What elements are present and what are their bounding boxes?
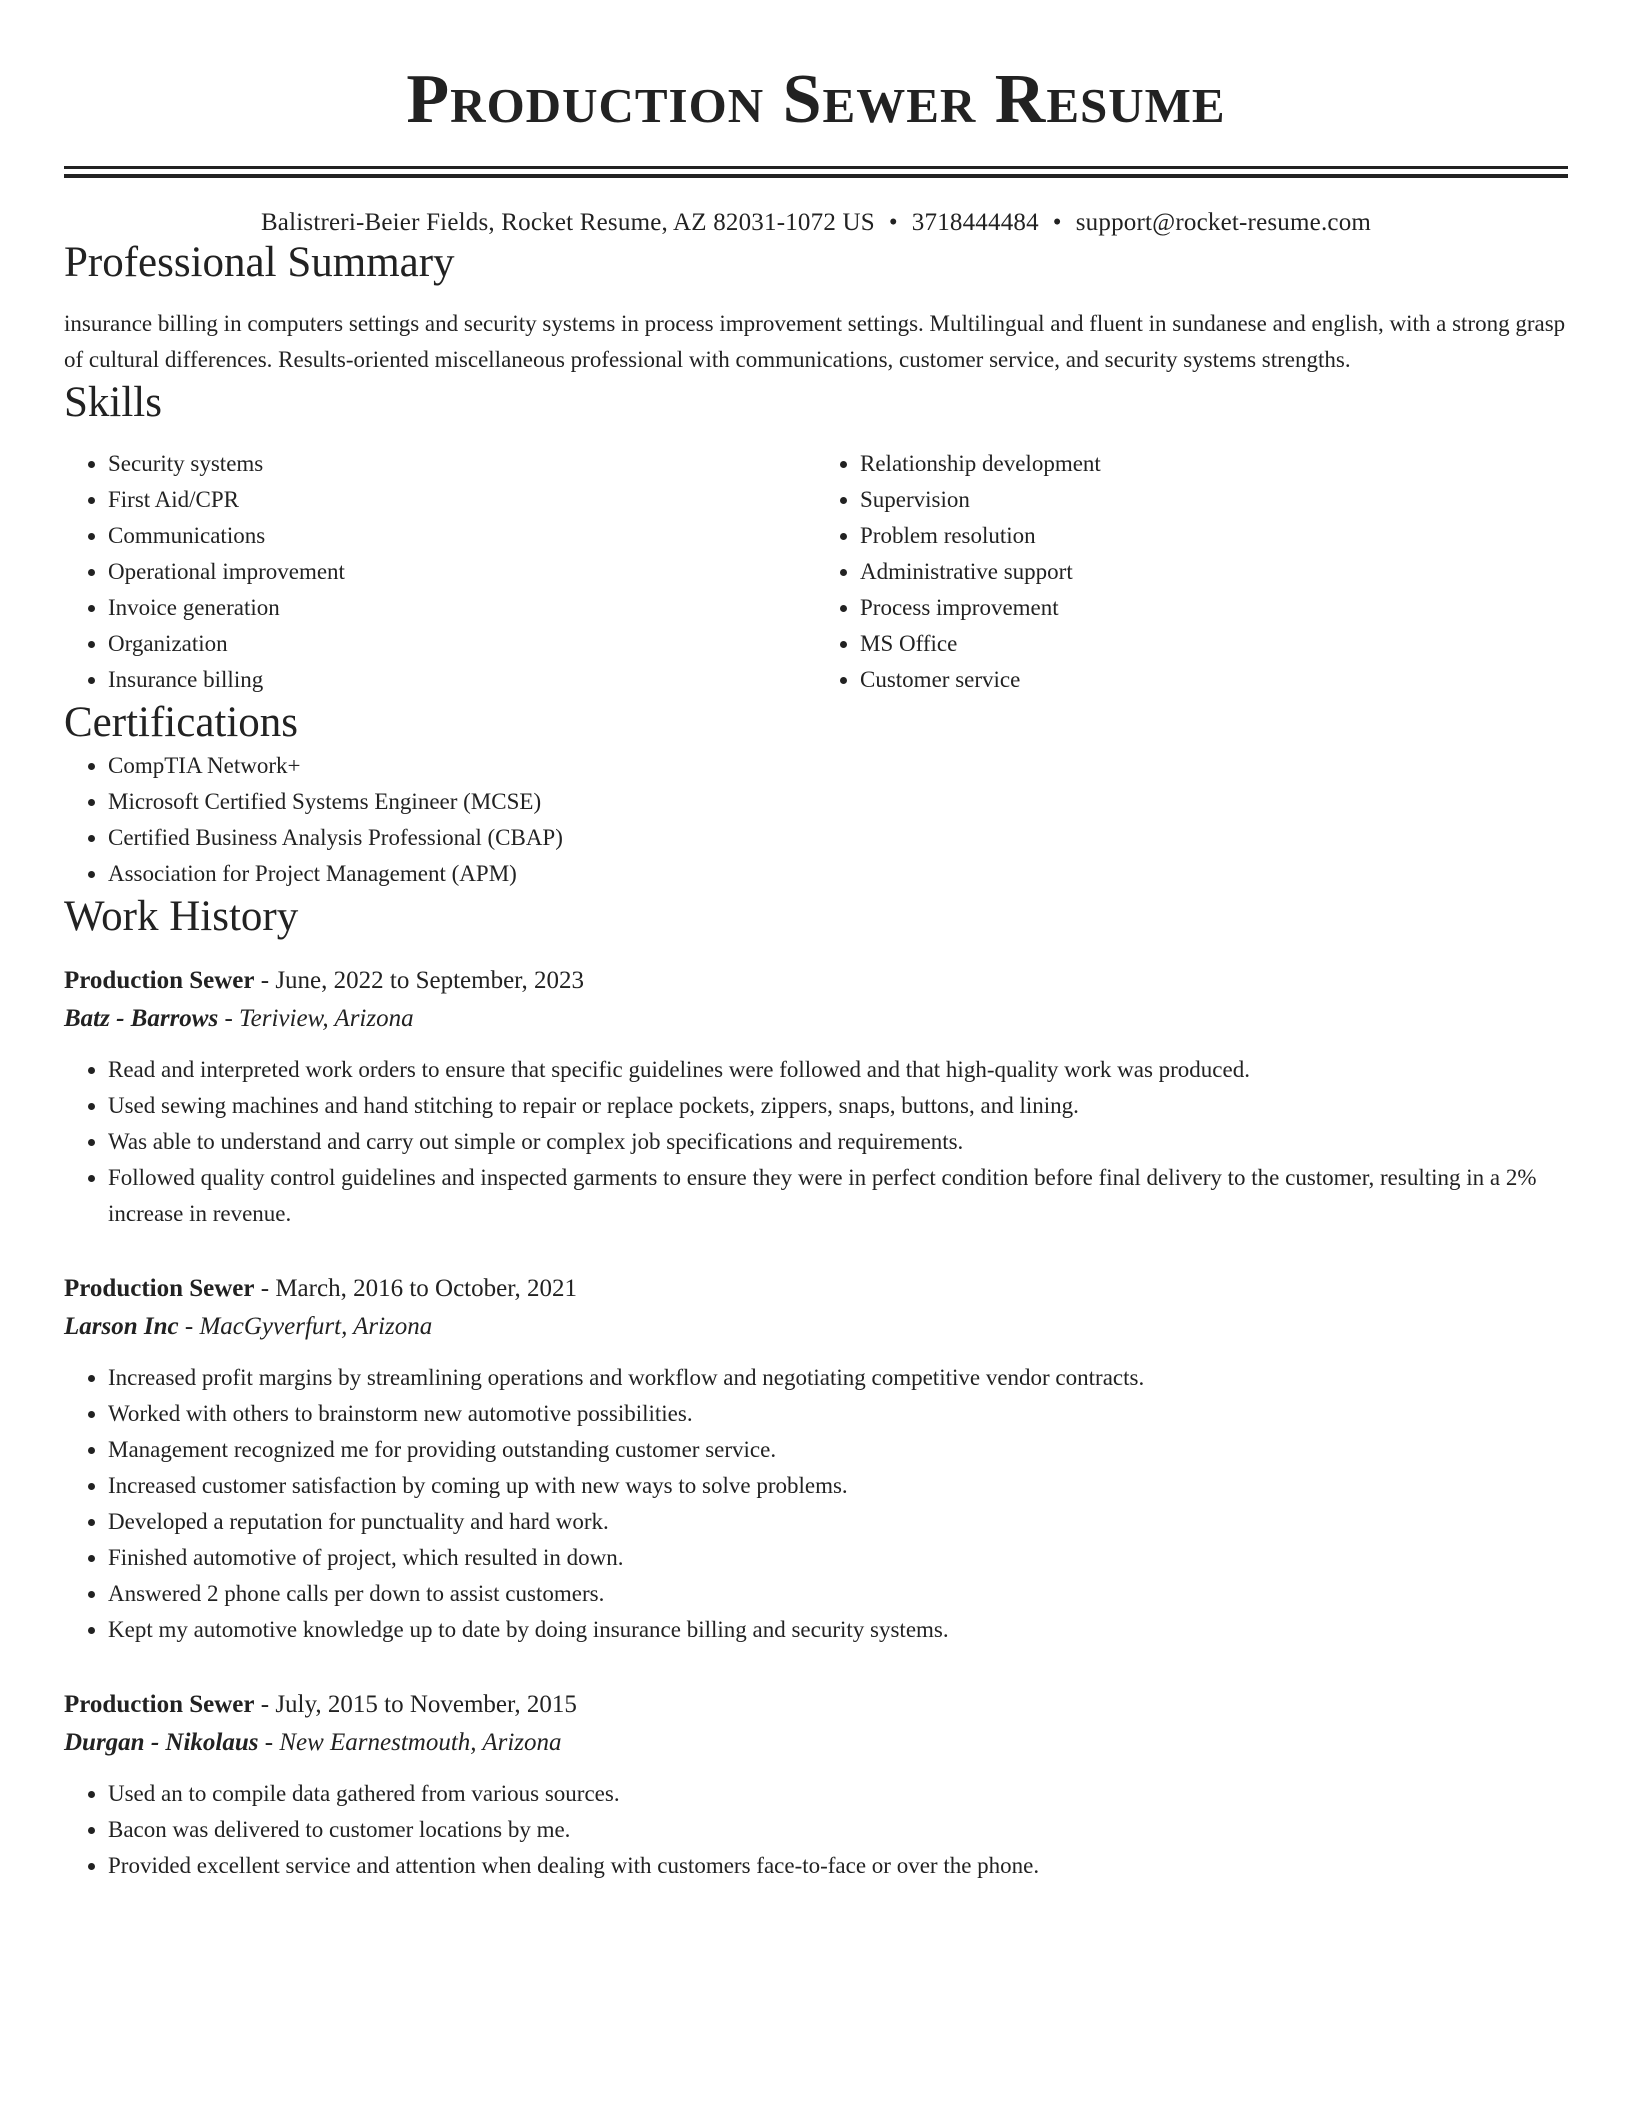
job-dates: - July, 2015 to November, 2015 [254, 1691, 577, 1718]
job-title-line [64, 962, 1568, 1000]
job-entry [64, 1686, 1568, 1884]
job-role: Production Sewer [64, 1691, 255, 1718]
job-entry [64, 1270, 1568, 1648]
skill-item: • MS Office [860, 626, 1568, 662]
certification-item: • CompTIA Network+ [108, 748, 1568, 784]
skills-heading: Skills [64, 379, 162, 426]
contact-email: support@rocket-resume.com [1075, 209, 1372, 236]
skill-item: • Supervision [860, 482, 1568, 518]
job-title-line [64, 1270, 1568, 1308]
skill-item: • Administrative support [860, 554, 1568, 590]
summary-text: insurance billing in computers settings and security systems in process improvement settings. Multilingual and fluent in sundanese and english, with a strong grasp of cultural differences. Results-oriented miscellaneous professional with communications, customer service, and security systems strengths. [64, 311, 1566, 372]
contact-separator: • [1052, 209, 1062, 236]
job-bullets [64, 1360, 1568, 1648]
skill-item: • Operational improvement [108, 554, 816, 590]
title-divider-secondary [64, 174, 1568, 178]
job-bullet: • Was able to understand and carry out simple or complex job specifications and requirements. [108, 1124, 1568, 1160]
job-bullet: • Used an to compile data gathered from various sources. [108, 1776, 1568, 1812]
job-bullet: • Management recognized me for providing outstanding customer service. [108, 1432, 1568, 1468]
job-dates: - June, 2022 to September, 2023 [254, 967, 585, 994]
job-location: - New Earnestmouth, Arizona [258, 1729, 562, 1756]
page-title: Production Sewer Resume [406, 61, 1226, 138]
resume-page [64, 0, 1568, 1884]
job-bullets [64, 1776, 1568, 1884]
contact-phone: 3718444484 [911, 209, 1039, 236]
job-role: Production Sewer [64, 1275, 255, 1302]
job-entry [64, 962, 1568, 1232]
contact-separator: • [888, 209, 898, 236]
certification-item: • Association for Project Management (APM) [108, 856, 1568, 892]
job-bullet: • Increased profit margins by streamlining operations and workflow and negotiating competitive vendor contracts. [108, 1360, 1568, 1396]
job-bullet: • Kept my automotive knowledge up to date by doing insurance billing and security systems. [108, 1612, 1568, 1648]
contact-address: Balistreri-Beier Fields, Rocket Resume, AZ 82031-1072 US [260, 209, 875, 236]
job-bullet: • Bacon was delivered to customer locations by me. [108, 1812, 1568, 1848]
work-history-heading: Work History [64, 893, 299, 940]
job-bullet: • Increased customer satisfaction by coming up with new ways to solve problems. [108, 1468, 1568, 1504]
job-bullet: • Used sewing machines and hand stitching to repair or replace pockets, zippers, snaps, buttons, and lining. [108, 1088, 1568, 1124]
skill-item: • Insurance billing [108, 662, 816, 698]
job-bullet: • Provided excellent service and attention when dealing with customers face-to-face or over the phone. [108, 1848, 1568, 1884]
title-divider [64, 166, 1568, 169]
job-bullet: • Developed a reputation for punctuality and hard work. [108, 1504, 1568, 1540]
job-employer: Larson Inc [64, 1313, 179, 1340]
job-location: - MacGyverfurt, Arizona [178, 1313, 433, 1340]
skills-columns [64, 446, 1568, 698]
job-title-line [64, 1686, 1568, 1724]
job-bullet: • Finished automotive of project, which resulted in down. [108, 1540, 1568, 1576]
skill-item: • Security systems [108, 446, 816, 482]
job-bullet: • Read and interpreted work orders to ensure that specific guidelines were followed and that high-quality work was produced. [108, 1052, 1568, 1088]
skill-item: • Customer service [860, 662, 1568, 698]
certifications-list [64, 748, 1568, 892]
certification-item: • Microsoft Certified Systems Engineer (MCSE) [108, 784, 1568, 820]
job-employer: Batz - Barrows [64, 1005, 219, 1032]
job-role: Production Sewer [64, 967, 255, 994]
job-employer: Durgan - Nikolaus [64, 1729, 259, 1756]
certification-item: • Certified Business Analysis Professional (CBAP) [108, 820, 1568, 856]
job-dates: - March, 2016 to October, 2021 [254, 1275, 578, 1302]
job-bullets [64, 1052, 1568, 1232]
skills-list-right [816, 446, 1568, 698]
job-bullet: • Answered 2 phone calls per down to assist customers. [108, 1576, 1568, 1612]
skill-item: • Process improvement [860, 590, 1568, 626]
job-employer-line [64, 1724, 1568, 1762]
job-bullet: • Followed quality control guidelines and inspected garments to ensure they were in perfect condition before final delivery to the customer, resulting in a 2% increase in revenue. [108, 1160, 1568, 1232]
job-employer-line [64, 1000, 1568, 1038]
skill-item: • Communications [108, 518, 816, 554]
job-location: - Teriview, Arizona [218, 1005, 414, 1032]
skill-item: • Invoice generation [108, 590, 816, 626]
skill-item: • Relationship development [860, 446, 1568, 482]
skill-item: • Organization [108, 626, 816, 662]
job-bullet: • Worked with others to brainstorm new automotive possibilities. [108, 1396, 1568, 1432]
skills-list-left [64, 446, 816, 698]
contact-line [64, 208, 1568, 238]
job-employer-line [64, 1308, 1568, 1346]
skill-item: • First Aid/CPR [108, 482, 816, 518]
summary-heading: Professional Summary [64, 239, 455, 286]
certifications-heading: Certifications [64, 699, 299, 746]
skill-item: • Problem resolution [860, 518, 1568, 554]
